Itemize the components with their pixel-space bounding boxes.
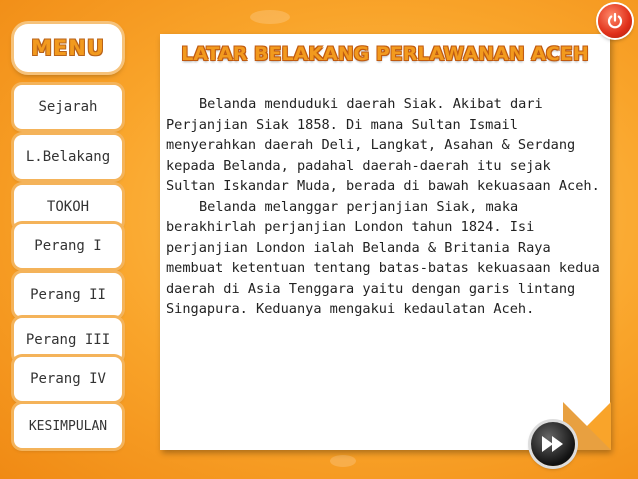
paragraph-2: Belanda melanggar perjanjian Siak, maka berakhirlah perjanjian London tahun 1824. Isi perjanjian London ialah Belanda & Britania Raya membuat ketentuan tentang batas-batas kekuasaan kedua daerah di Asia Tenggara yaitu dengan garis lintang Singapura. Keduanya mengakui kedaulatan Aceh.: [166, 198, 600, 317]
next-button[interactable]: [531, 422, 575, 466]
menu-item-perang-2[interactable]: Perang II: [14, 273, 122, 317]
menu-item-latar-belakang[interactable]: L.Belakang: [14, 135, 122, 179]
menu-item-perang-4[interactable]: Perang IV: [14, 357, 122, 401]
menu-title: MENU: [14, 24, 122, 72]
menu-item-sejarah[interactable]: Sejarah: [14, 85, 122, 129]
content-text: [166, 94, 606, 320]
power-button[interactable]: [598, 4, 632, 38]
fast-forward-icon: [540, 434, 566, 454]
menu-item-perang-3[interactable]: Perang III: [14, 318, 122, 362]
paragraph-1: Belanda menduduki daerah Siak. Akibat dari Perjanjian Siak 1858. Di mana Sultan Ismail menyerahkan daerah Deli, Langkat, Asahan & Serdang kepada Belanda, padahal daerah-daerah itu sejak Sultan Iskandar Muda, berada di bawah kekuasaan Aceh.: [166, 96, 600, 194]
menu-item-kesimpulan[interactable]: KESIMPULAN: [14, 404, 122, 448]
background-decoration: [330, 455, 356, 467]
menu-item-tokoh[interactable]: TOKOH: [14, 185, 122, 229]
menu-item-perang-1[interactable]: Perang I: [14, 224, 122, 268]
page-title: LATAR BELAKANG PERLAWANAN ACEH: [181, 43, 589, 65]
background-decoration: [250, 10, 290, 24]
power-icon: [606, 12, 624, 30]
